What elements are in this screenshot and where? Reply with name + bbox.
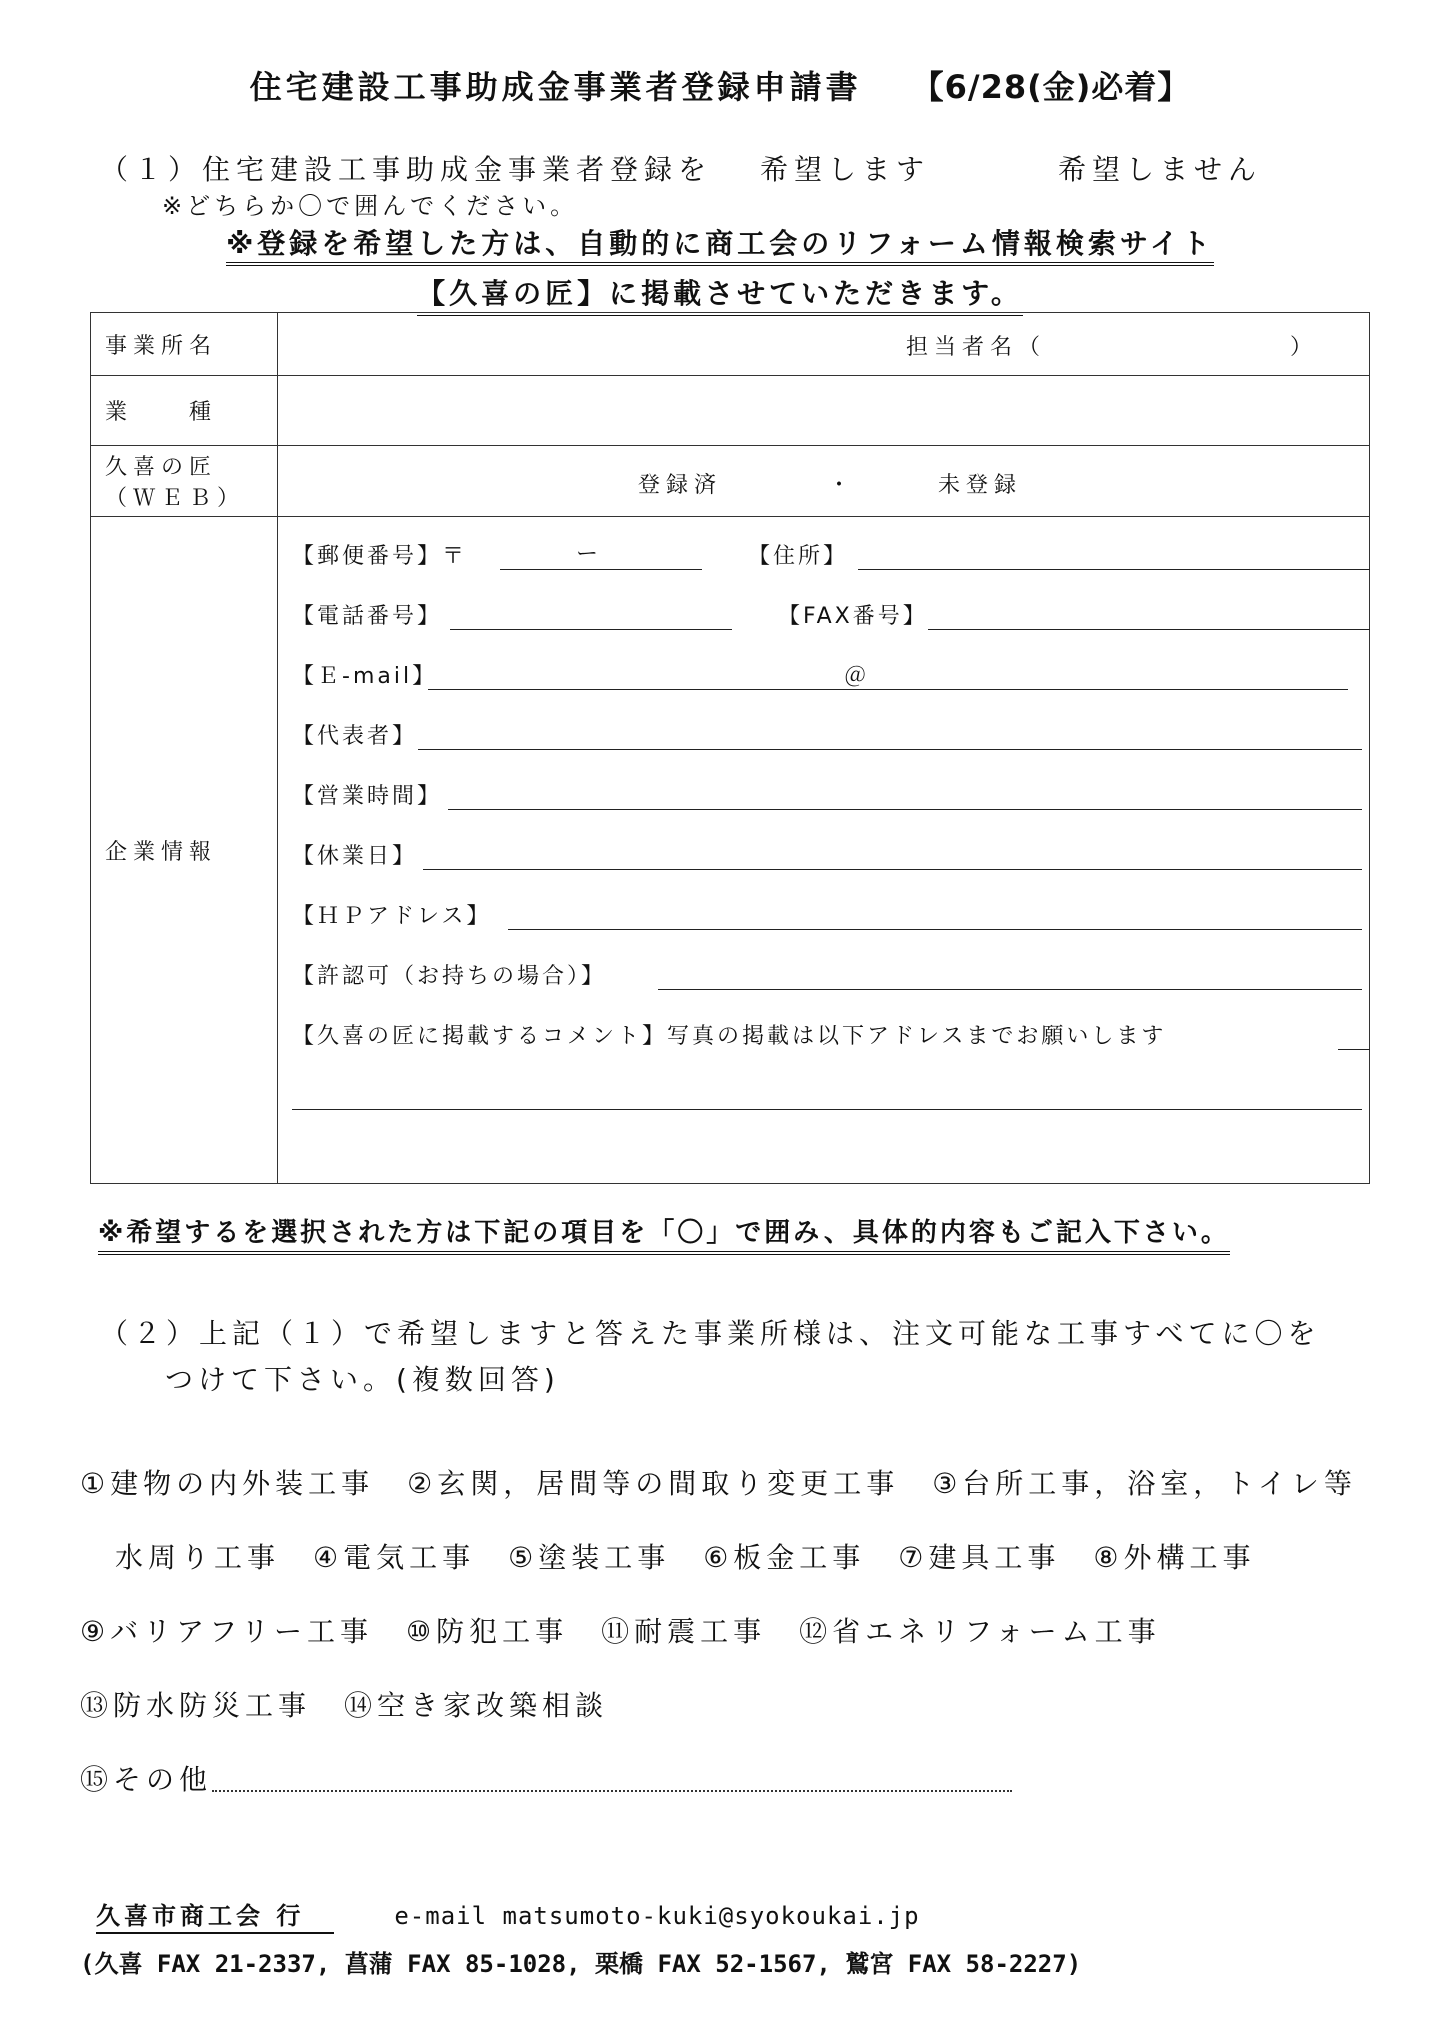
postal-input[interactable] <box>500 569 702 570</box>
title-text: 住宅建設工事助成金事業者登録申請書 <box>249 68 862 106</box>
option-no[interactable]: 希望しません <box>1058 153 1263 186</box>
representative-input[interactable] <box>418 749 1362 750</box>
industry-cell[interactable] <box>278 376 1370 446</box>
option-yes[interactable]: 希望します <box>760 153 931 186</box>
fax-label: 【FAX番号】 <box>778 604 928 629</box>
email-label: 【Ｅ-mail】 <box>292 664 438 689</box>
works-line-1[interactable]: ①建物の内外装工事 ②玄関，居間等の間取り変更工事 ③台所工事，浴室，トイレ等 <box>80 1467 1357 1500</box>
deadline-text: 【6/28(金)必着】 <box>911 68 1191 106</box>
other-input[interactable] <box>212 1790 1012 1792</box>
footer-fax-line: (久喜 FAX 21-2337, 菖蒲 FAX 85-1028, 栗橋 FAX 52-1567, 鷲宮 FAX 58-2227) <box>80 1950 1082 1978</box>
notice-line-2 <box>0 272 1440 312</box>
footer-contact <box>96 1896 920 1931</box>
comment-label: 【久喜の匠に掲載するコメント】写真の掲載は以下アドレスまでお願いします <box>292 1024 1167 1049</box>
notice-line-2-text: 【久喜の匠】に掲載させていただきます。 <box>417 277 1023 316</box>
web-label-line1: 久喜の匠 <box>105 455 218 480</box>
hours-label: 【営業時間】 <box>292 784 443 809</box>
works-line-2[interactable]: 水周り工事 ④電気工事 ⑤塗装工事 ⑥板金工事 ⑦建具工事 ⑧外構工事 <box>115 1541 1256 1574</box>
row-office-name <box>91 313 1370 376</box>
question-1 <box>100 148 1263 188</box>
web-label <box>91 446 278 517</box>
select-note: ※希望するを選択された方は下記の項目を「〇」で囲み、具体的内容もご記入下さい。 <box>98 1212 1230 1255</box>
office-name-cell[interactable] <box>278 313 1370 376</box>
holiday-input[interactable] <box>423 869 1362 870</box>
license-input[interactable] <box>658 989 1362 990</box>
web-cell <box>278 446 1370 517</box>
email-input[interactable] <box>428 689 1348 690</box>
fax-input[interactable] <box>928 629 1370 630</box>
holiday-label: 【休業日】 <box>292 844 418 869</box>
notice-line-1-text: ※登録を希望した方は、自動的に商工会のリフォーム情報検索サイト <box>226 227 1214 266</box>
industry-label: 業 種 <box>91 376 278 446</box>
company-info-label: 企業情報 <box>91 517 278 1184</box>
comment-input-tail[interactable] <box>1338 1049 1370 1050</box>
question-1-note: ※どちらか〇で囲んでください。 <box>162 192 579 220</box>
row-company-info <box>91 517 1370 1184</box>
row-web <box>91 446 1370 517</box>
email-at: ＠ <box>844 664 870 689</box>
phone-input[interactable] <box>450 629 732 630</box>
contact-label: 担当者名（ <box>906 335 1047 360</box>
representative-label: 【代表者】 <box>292 724 418 749</box>
option-separator: ・ <box>828 473 857 498</box>
footer-email[interactable]: e-mail matsumoto-kuki@syokoukai.jp <box>394 1902 920 1930</box>
office-name-label: 事業所名 <box>91 313 278 376</box>
footer-to: 久喜市商工会 行 <box>96 1902 334 1934</box>
postal-dash: ー <box>576 542 602 567</box>
hp-input[interactable] <box>508 929 1362 930</box>
question-1-text: （１）住宅建設工事助成金事業者登録を <box>100 153 713 186</box>
question-2-line2: つけて下さい。(複数回答) <box>165 1363 560 1396</box>
row-industry <box>91 376 1370 446</box>
notice-line-1 <box>0 222 1440 262</box>
license-label: 【許認可（お持ちの場合）】 <box>292 964 607 989</box>
registration-table <box>90 312 1370 1184</box>
web-label-line2: （ＷＥＢ） <box>105 486 246 511</box>
question-2-line1: （２）上記（１）で希望しますと答えた事業所様は、注文可能な工事すべてに〇を <box>100 1317 1321 1350</box>
comment-input[interactable] <box>292 1109 1362 1110</box>
hp-label: 【ＨＰアドレス】 <box>292 904 492 929</box>
option-registered[interactable]: 登録済 <box>638 473 723 498</box>
works-line-3[interactable]: ⑨バリアフリー工事 ⑩防犯工事 ⑪耐震工事 ⑫省エネリフォーム工事 <box>80 1615 1161 1648</box>
address-input[interactable] <box>858 569 1370 570</box>
company-info-cell <box>278 517 1370 1184</box>
address-label: 【住所】 <box>748 544 849 569</box>
document-title <box>0 62 1440 108</box>
option-unregistered[interactable]: 未登録 <box>938 473 1023 498</box>
contact-close: ） <box>1290 335 1319 360</box>
works-line-4[interactable]: ⑬防水防災工事 ⑭空き家改築相談 <box>80 1689 609 1722</box>
hours-input[interactable] <box>448 809 1362 810</box>
phone-label: 【電話番号】 <box>292 604 443 629</box>
postal-label: 【郵便番号】〒 <box>292 544 468 569</box>
works-line-5[interactable]: ⑮その他 <box>80 1763 213 1796</box>
